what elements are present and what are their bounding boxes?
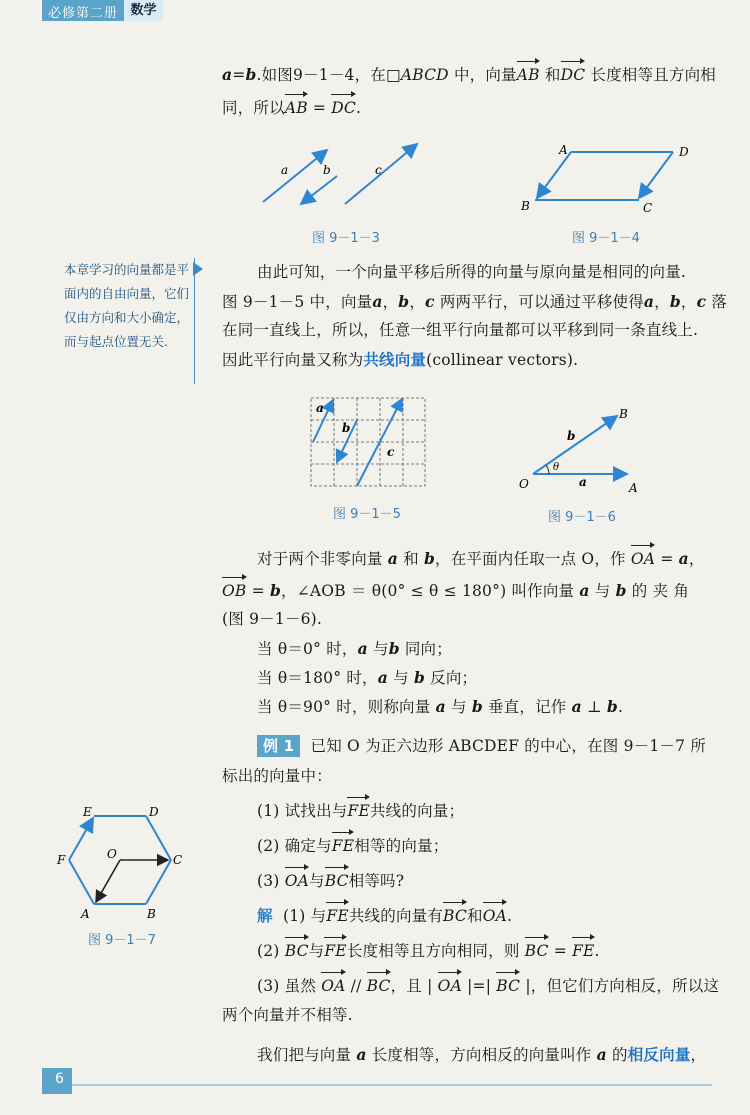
label-F: F [57, 853, 66, 867]
label-D: D [149, 805, 159, 819]
para2-line3: 在同一直线上，所以，任意一组平行向量都可以平移到同一条直线上. [222, 321, 699, 339]
label-O: O [519, 477, 529, 491]
example-line2: 标出的向量中： [222, 767, 332, 785]
figure-9-1-4 [515, 140, 700, 215]
caption-9-1-4: 图 9－1－4 [572, 231, 640, 246]
case-90: 当 θ＝90° 时，则称向量 a 与 b 垂直，记作 a ⊥ b. [257, 697, 624, 716]
example-badge: 例 1 [257, 735, 300, 757]
vector-fe [69, 818, 93, 860]
label-C: C [173, 853, 183, 867]
label-b: b [567, 429, 576, 443]
page-number: 6 [55, 1071, 64, 1087]
side-note: 本章学习的向量都是平面内的自由向量，它们仅由方向和大小确定，而与起点位置无关. [64, 258, 195, 384]
label-b: b [342, 421, 351, 435]
para3-line1: 对于两个非零向量 a 和 b，在平面内任取一点 O，作 OA = a， [257, 544, 705, 574]
para1-line1: a=b.如图9－1－4，在□ABCD 中，向量AB 和DC 长度相等且方向相 [222, 60, 716, 90]
side-note-pointer-icon [193, 262, 203, 276]
para1-line2: 同，所以AB = DC. [222, 94, 361, 123]
para2-line2: 图 9－1－5 中，向量a，b，c 两两平行，可以通过平移使得a，b，c 落 [222, 292, 728, 311]
label-theta: θ [553, 462, 560, 473]
label-a: a [281, 163, 289, 177]
vector-a [263, 150, 327, 202]
question-3: (3) OA与BC相等吗? [257, 867, 404, 896]
label-A: A [559, 143, 568, 157]
figure-9-1-3 [255, 140, 435, 215]
case-180: 当 θ＝180° 时，a 与 b 反向； [257, 668, 478, 687]
caption-9-1-3: 图 9－1－3 [312, 231, 380, 246]
question-1: (1) 试找出与FE共线的向量； [257, 797, 464, 826]
label-B: B [619, 407, 628, 421]
para2-line4: 因此平行向量又称为共线向量(collinear vectors). [222, 350, 579, 369]
para3-line2: OB = b，∠AOB ＝ θ(0° ≤ θ ≤ 180°) 叫作向量 a 与 b 的 夹 角 [222, 576, 689, 606]
header-tab [42, 0, 163, 21]
label-E: E [83, 805, 92, 819]
label-c: c [387, 445, 395, 459]
side-dc [146, 816, 171, 860]
vector-b [301, 176, 337, 204]
term-opposite: 相反向量 [627, 1045, 691, 1064]
label-C: C [643, 201, 653, 215]
label-a: a [316, 401, 324, 415]
term-collinear: 共线向量 [363, 350, 427, 369]
footer-divider [72, 1084, 712, 1086]
header-section: 必修第二册 [48, 6, 119, 21]
solution-3: (3) 虽然 OA // BC，且 | OA |=| BC |，但它们方向相反，所以这 [257, 972, 719, 1001]
label-D: D [679, 145, 689, 159]
header-subject: 数学 [124, 0, 163, 21]
solution-1: 解 (1) 与FE共线的向量有BC和OA. [257, 902, 512, 931]
figure-9-1-6 [505, 400, 655, 495]
figure-9-1-5 [305, 392, 430, 492]
caption-9-1-5: 图 9－1－5 [333, 507, 401, 522]
vec-dc: DC [561, 61, 586, 90]
solution-2: (2) BC与FE长度相等且方向相同，则 BC = FE. [257, 937, 600, 966]
para4-line1: 我们把与向量 a 长度相等，方向相反的向量叫作 a 的相反向量， [257, 1045, 707, 1064]
side-af [69, 860, 94, 904]
solution-label: 解 [257, 907, 273, 925]
label-A: A [81, 907, 90, 921]
side-cb [146, 860, 171, 904]
vector-oa [96, 860, 120, 902]
case-0: 当 θ＝0° 时，a 与b 同向； [257, 639, 452, 658]
label-B: B [147, 907, 156, 921]
label-c: c [375, 163, 382, 177]
figure-9-1-7 [55, 798, 195, 923]
vec-ab: AB [517, 61, 540, 90]
label-a: a [579, 475, 587, 489]
para2-line1: 由此可知，一个向量平移后所得的向量与原向量是相同的向量. [257, 263, 687, 281]
vector-dc [639, 152, 673, 198]
caption-9-1-6: 图 9－1－6 [548, 510, 616, 525]
label-A: A [629, 481, 638, 495]
vector-ab [537, 152, 571, 198]
question-2: (2) 确定与FE相等的向量； [257, 832, 448, 861]
solution-3-line2: 两个向量并不相等. [222, 1006, 353, 1024]
example-line1: 例 1 已知 O 为正六边形 ABCDEF 的中心，在图 9－1－7 所 [257, 732, 706, 761]
label-b: b [323, 163, 331, 177]
label-O: O [107, 847, 117, 861]
vector-c [357, 399, 402, 486]
caption-9-1-7: 图 9－1－7 [88, 933, 156, 948]
para3-line3: (图 9－1－6). [222, 610, 323, 628]
label-B: B [521, 199, 530, 213]
